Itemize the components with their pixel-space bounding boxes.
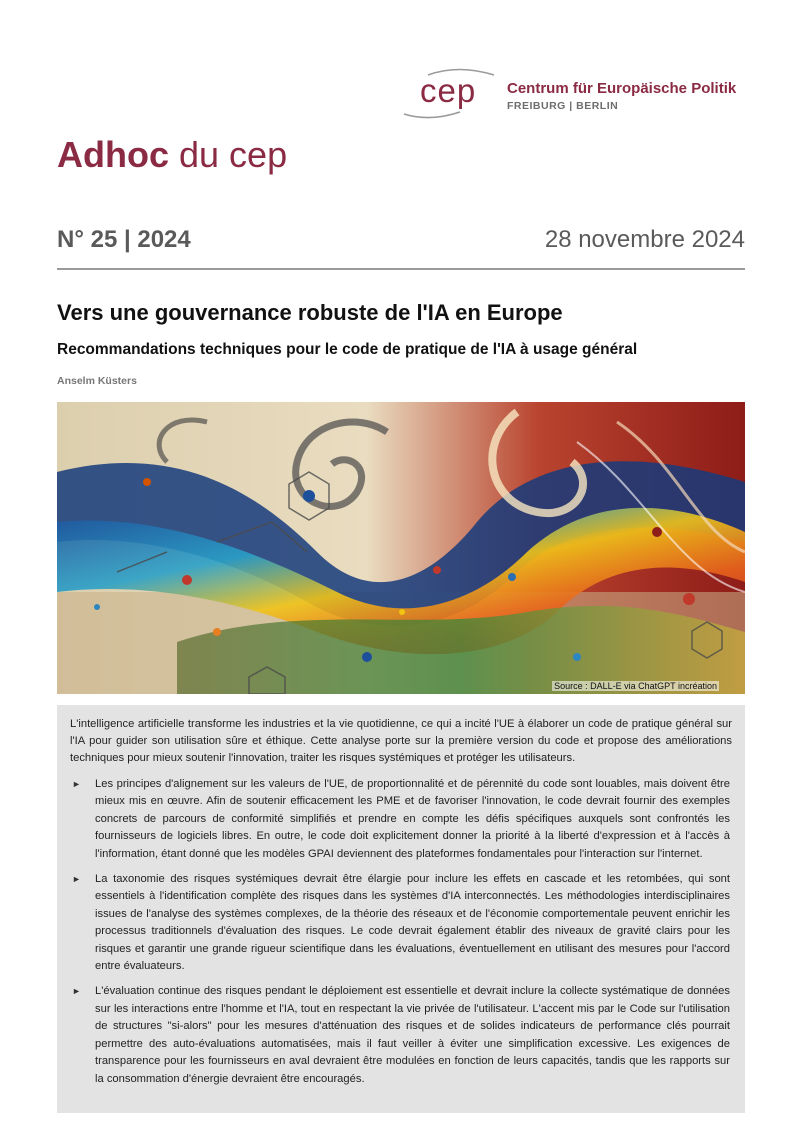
page-title: Vers une gouvernance robuste de l'IA en Europe <box>57 300 563 325</box>
cover-artwork <box>57 402 745 694</box>
artwork-illustration <box>57 402 745 694</box>
summary-bullet-3 <box>70 983 732 1087</box>
bullet-triangle-icon: ► <box>72 874 81 885</box>
issue-date: 28 novembre 2024 <box>544 226 745 253</box>
header-divider <box>57 268 745 270</box>
summary-bullet-text: La taxonomie des risques systémiques devrait être élargie pour inclure les effets en cascade et les retombées, qui sont essentiels à l'identification complète des risques dans les systèmes d'IA interconnectés. Les méthodologies interdisciplinaires issues de l'analyse des systèmes complexes, de la théorie des réseaux et de l'économie comportementale peuvent enrichir les processus traditionnels d'évaluation des risques. Le code devrait également établir des niveaux de gravité clairs pour les risques et garantir une grande rigueur scientifique dans les évaluations, éventuellement en utilisant des mesures pour l'accord entre évaluateurs. <box>95 873 730 973</box>
organization-cities: FREIBURG | BERLIN <box>507 100 619 112</box>
summary-box <box>57 705 745 1113</box>
author-name: Anselm Küsters <box>57 375 137 387</box>
summary-bullet-1 <box>70 776 732 863</box>
issue-row <box>57 226 745 266</box>
summary-intro: L'intelligence artificielle transforme les industries et la vie quotidienne, ce qui a incité l'UE à élaborer un code de pratique général sur l'IA pour guider son utilisation sûre et éthique. Cette analyse porte sur la première version du code et propose des améliorations techniques pour mieux soutenir l'innovation, traiter les risques systémiques et protéger les utilisateurs. <box>70 718 732 764</box>
summary-bullet-text: Les principes d'alignement sur les valeurs de l'UE, de proportionnalité et de pérennité du code sont louables, mais doivent être mieux mis en œuvre. Afin de soutenir efficacement les PME et de favoriser l'innovation, le code devrait fournir des exemples concrets de parcours de conformité simplifiés et prendre en compte les défis spécifiques auxquels sont confrontés les fournisseurs de logiciels libres. En outre, le code doit explicitement donner la priorité à la liberté d'expression et à l'accès à l'information, étant donné que les modèles GPAI deviennent des plateformes fondamentales pour l'interaction sur l'internet. <box>95 778 730 860</box>
issue-number: N° 25 | 2024 <box>57 226 191 253</box>
organization-name: Centrum für Europäische Politik <box>507 80 737 97</box>
cep-logo <box>400 66 745 122</box>
series-title <box>57 134 287 176</box>
logo-mark-text: cep <box>420 72 477 109</box>
bullet-triangle-icon: ► <box>72 986 81 997</box>
page-subtitle: Recommandations techniques pour le code de pratique de l'IA à usage général <box>57 341 638 358</box>
logo-mark <box>400 66 500 122</box>
series-title-rest: du cep <box>169 134 288 175</box>
series-title-bold: Adhoc <box>57 134 169 175</box>
summary-bullet-text: L'évaluation continue des risques pendant le déploiement est essentielle et devrait inclure la collecte systématique de données sur les interactions entre l'homme et l'IA, tout en respectant la vie privée de l'utilisateur. L'accent mis par le Code sur l'utilisation de structures "si-alors" pour les mesures d'atténuation des risques et de solides indicateurs de performance clés pourrait permettre des auto-évaluations automatisées, mais il faut veiller à éviter une simplification excessive. Les exigences de transparence pour les fournisseurs en aval devraient être modulées en fonction de leurs capacités, tandis que les rapports sur la consommation d'énergie devraient être encouragés. <box>95 985 730 1085</box>
summary-bullet-2 <box>70 871 732 975</box>
summary-bullets <box>70 776 732 1088</box>
bullet-triangle-icon: ► <box>72 779 81 789</box>
image-credit: Source : DALL-E via ChatGPT incréation <box>554 681 717 691</box>
